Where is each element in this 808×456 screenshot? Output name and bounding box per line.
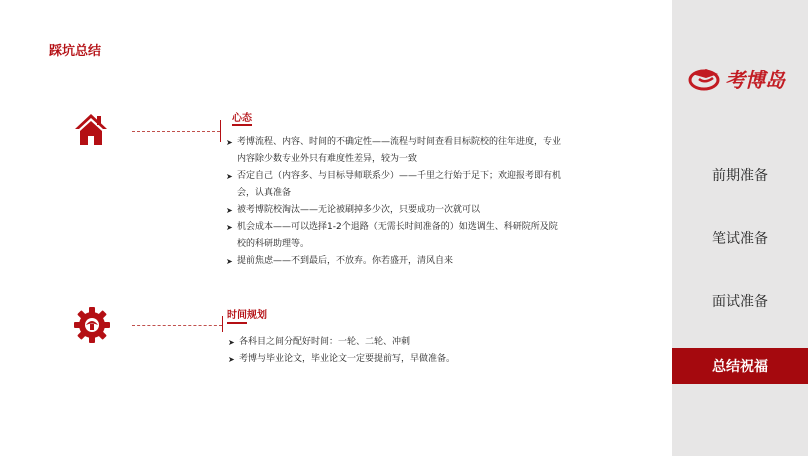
page-title: 踩坑总结 — [49, 44, 102, 59]
nav-item-written-exam[interactable]: 笔试准备 — [712, 231, 768, 247]
bullet-text: 各科目之间分配好时间：一轮、二轮、冲刺 — [239, 337, 411, 347]
list-item — [228, 351, 558, 368]
bullet-text: 考博与毕业论文，毕业论文一定要提前写，早做准备。 — [239, 354, 456, 364]
arrow-bullet-icon: ➤ — [226, 138, 233, 147]
bullet-text: 考博流程、内容、时间的不确定性——流程与时间查看目标院校的往年进度，专业内容除少数专业外只有难度性差异，较为一致 — [237, 137, 562, 164]
section-title-mindset: 心态 — [232, 113, 252, 124]
arrow-bullet-icon: ➤ — [226, 206, 233, 215]
gear-icon — [72, 305, 112, 345]
arrow-bullet-icon: ➤ — [226, 257, 233, 266]
arrow-bullet-icon: ➤ — [226, 172, 233, 181]
bullet-text: 机会成本——可以选择1-2个退路（无需长时间准备的）如选调生、科研院所及院校的科研助理等。 — [237, 222, 558, 249]
list-item — [226, 168, 566, 202]
nav-item-summary[interactable]: 总结祝福 — [672, 348, 808, 384]
section-title-time-planning: 时间规划 — [227, 310, 267, 321]
arrow-bullet-icon: ➤ — [228, 338, 235, 347]
home-icon — [73, 111, 109, 147]
logo — [687, 60, 797, 96]
time-planning-bullet-list — [228, 334, 558, 368]
list-item — [226, 253, 566, 270]
sidebar — [672, 0, 808, 456]
logo-cap-icon — [687, 65, 721, 91]
bullet-text: 否定自己（内容多、与目标导师联系少）——千里之行始于足下；欢迎报考即有机会，认真准备 — [237, 171, 562, 198]
bullet-text: 被考博院校淘汰——无论被刷掉多少次，只要成功一次就可以 — [237, 205, 481, 215]
section-title-underline — [232, 124, 252, 126]
section-connector — [132, 131, 220, 132]
arrow-bullet-icon: ➤ — [228, 355, 235, 364]
section-title-underline — [227, 322, 247, 324]
section-divider — [222, 316, 223, 332]
mindset-bullet-list — [226, 134, 566, 270]
list-item — [226, 219, 566, 253]
section-connector — [132, 325, 222, 326]
list-item — [228, 334, 558, 351]
logo-text: 考博岛 — [725, 67, 785, 92]
nav-item-preparation[interactable]: 前期准备 — [712, 168, 768, 184]
section-divider — [220, 120, 221, 142]
list-item — [226, 202, 566, 219]
arrow-bullet-icon: ➤ — [226, 223, 233, 232]
list-item — [226, 134, 566, 168]
bullet-text: 提前焦虑——不到最后，不放弃。你若盛开，清风自来 — [237, 256, 454, 266]
nav-item-interview[interactable]: 面试准备 — [712, 294, 768, 310]
